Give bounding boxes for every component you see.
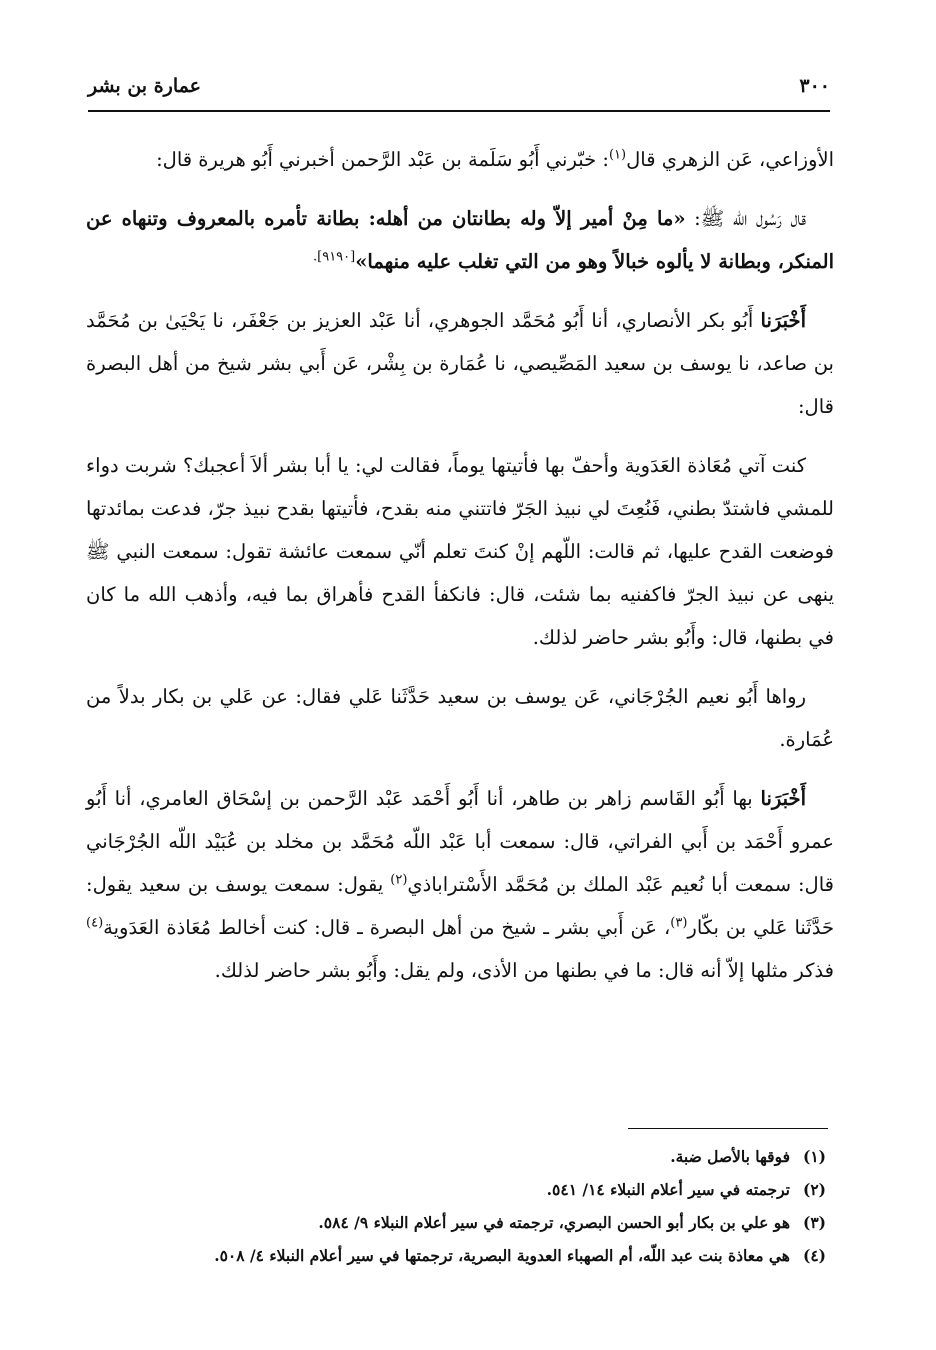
footnote-ref-1: (١) <box>608 147 627 163</box>
footnotes <box>150 1140 826 1272</box>
paragraph-text: فذكر مثلها إلاّ أنه قال: ما في بطنها من الأذى، ولم يقل: وأَبُو بشر حاضر لذلك. <box>214 959 834 982</box>
footnote-item <box>150 1239 826 1272</box>
paragraph-text: يقول: سمعت يوسف بن سعيد يقول: حَدَّثَنا عَلي بن بكّار <box>86 873 835 939</box>
main-text <box>86 138 834 1008</box>
footnote-number: (٢) <box>802 1180 826 1199</box>
paragraph-1 <box>86 138 834 181</box>
footnote-number: (٤) <box>802 1246 826 1265</box>
paragraph-2 <box>86 197 834 283</box>
hadith-text: «ما مِنْ أمير إلاّ وله بطانتان من أهله: بطانة تأمره بالمعروف وتنهاه عن المنكر، وبطانة لا يألوه خبالاً وهو من التي تغلب عليه منهما» <box>86 207 834 273</box>
paragraph-5 <box>86 675 834 761</box>
footnote-text: هو علي بن بكار أبو الحسن البصري، ترجمته في سير أعلام النبلاء ٩/ ٥٨٤. <box>318 1213 790 1232</box>
footnote-number: (٣) <box>802 1213 826 1232</box>
footnote-ref-4: (٤) <box>86 915 104 931</box>
paragraph-text: أَبُو بكر الأنصاري، أنا أَبُو مُحَمَّد الجوهري، أنا عَبْد العزيز بن جَعْفَر، نا يَحْيَىٰ بن مُحَمَّد بن صاعد، نا يوسف بن سعيد المَصِّيصي، نا عُمَارة بن بِشْر، عَن أَبي بشر شيخ من أهل البصرة قال: <box>86 309 834 418</box>
footnote-text: فوقها بالأصل ضبة. <box>670 1147 790 1166</box>
page-number: ٣٠٠ <box>799 75 830 97</box>
footnote-number: (١) <box>802 1147 826 1166</box>
paragraph-text: ، عَن أَبي بشر ـ شيخ من أهل البصرة ـ قال: كنت أخالط مُعَاذة العَدَوية <box>103 916 671 939</box>
paragraph-text: بها أَبُو القَاسم زاهر بن طاهر، أنا أَبُو أَحْمَد عَبْد الرَّحمن بن إسْحَاق العامري، أنا أَبُو عمرو أَحْمَد بن أَبي الفراتي، قال: سمعت أبا عَبْد اللّه مُحَمَّد بن مخلد بن عُبَيْد اللّه الجُرْجَاني قال: سمعت أبا نُعيم عَبْد الملك بن مُحَمَّد الأَسْتراباذي <box>86 787 834 896</box>
footnote-rule <box>628 1128 828 1129</box>
footnote-item <box>150 1206 826 1239</box>
paragraph-text: كنت آتي مُعَاذة العَدَوية وأحفّ بها فأتيتها يوماً، فقالت لي: يا أبا بشر ألاَ أعجبك؟ شربت دواء للمشي فاشتدّ بطني، فَنُعِتَ لي نبيذ الجَرّ فاتتني منه بقدح، فأتيتها بقدح نبيذ جرّ، فدعت بمائدتها فوضعت القدح عليها، ثم قالت: اللّهم إنْ كنتَ تعلم أنّي سمعت عائشة تقول: سمعت النبي ﷺ ينهى عن نبيذ الجرّ فاكفنيه بما شئت، قال: فانكفأ القدح فأهراق بما فيه، وأذهب الله ما كان في بطنها، قال: وأَبُو بشر حاضر لذلك. <box>86 454 834 649</box>
isnad-lead: أَخْبَرَنا <box>760 309 806 332</box>
running-title: عمارة بن بشر <box>88 75 201 97</box>
footnote-text: ترجمته في سير أعلام النبلاء ١٤/ ٥٤١. <box>546 1180 790 1199</box>
footnote-item <box>150 1140 826 1173</box>
footnote-ref-3: (٣) <box>670 915 688 931</box>
paragraph-3 <box>86 299 834 428</box>
footnote-item <box>150 1173 826 1206</box>
paragraph-text: الأوزاعي، عَن الزهري قال <box>626 148 834 171</box>
footnote-text: هي معاذة بنت عبد اللّه، أم الصهباء العدوية البصرية، ترجمتها في سير أعلام النبلاء ٤/ ٥٠٨. <box>214 1246 790 1265</box>
paragraph-text: رواها أَبُو نعيم الجُرْجَاني، عَن يوسف بن سعيد حَدَّثَنا عَلي فقال: عن عَلي بن بكار بدلاً من عُمَارة. <box>86 685 834 751</box>
paragraph-4 <box>86 444 834 659</box>
hadith-number: [٩١٩٠]. <box>313 249 356 265</box>
page-header <box>88 66 830 106</box>
isnad-lead: أَخْبَرَنا <box>760 787 806 810</box>
paragraph-text: قال رَسُول الله ﷺ: <box>685 207 806 230</box>
header-rule <box>88 110 830 112</box>
paragraph-text: : خبّرني أَبُو سَلَمة بن عَبْد الرَّحمن أخبرني أَبُو هريرة قال: <box>156 148 609 171</box>
paragraph-6 <box>86 777 834 992</box>
footnote-ref-2: (٢) <box>390 872 408 888</box>
